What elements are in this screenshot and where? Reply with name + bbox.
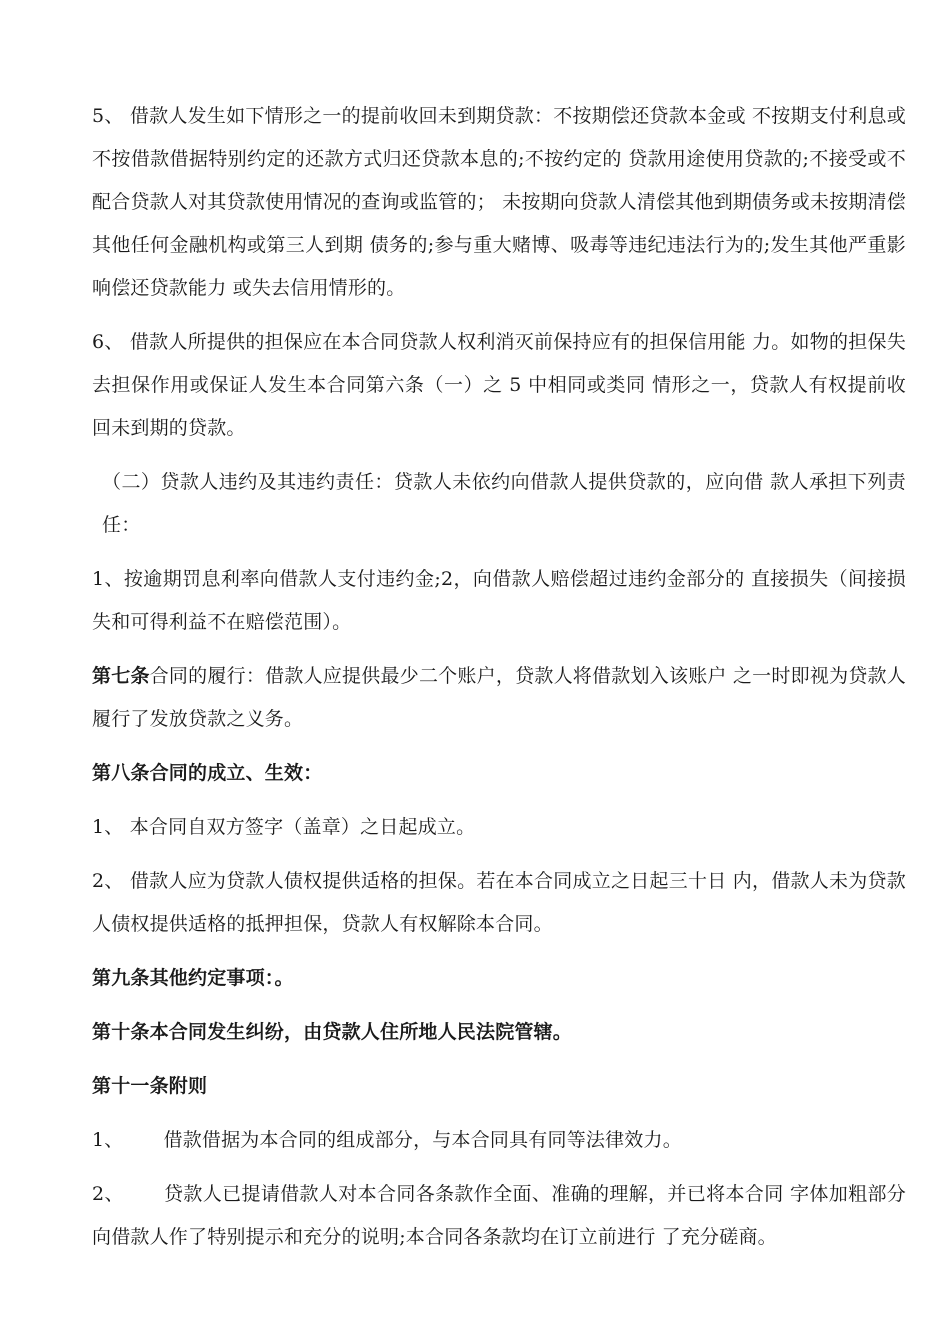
article-11-item-2-number: 2、 xyxy=(92,1183,124,1205)
lender-breach-paragraph: （二）贷款人违约及其违约责任：贷款人未依约向借款人提供贷款的，应向借 款人承担下列责任： xyxy=(102,471,906,536)
clause-6-item-5: 5、 借款人发生如下情形之一的提前收回未到期贷款：不按期偿还贷款本金或 不按期支付利息或不按借款借据特别约定的还款方式归还贷款本息的;不按约定的 贷款用途使用贷款的;不接受或不配合贷款人对其贷款使用情况的查询或监管的； 未按期向贷款人清偿其他到期债务或未按期清偿其他任何金融机构或第三人到期 债务的;参与重大赌博、吸毒等违纪违法行为的;发生其他严重影响偿还贷款能力 或失去信用情形的。 xyxy=(92,105,906,299)
article-10-heading: 第十条本合同发生纠纷，由贷款人住所地人民法院管辖。 xyxy=(92,1021,573,1043)
article-11-item-1 xyxy=(92,1119,906,1162)
lender-penalty-paragraph: 1、按逾期罚息利率向借款人支付违约金;2，向借款人赔偿超过违约金部分的 直接损失（间接损失和可得利益不在赔偿范围）。 xyxy=(92,568,906,633)
article-11-item-1-text: 借款借据为本合同的组成部分，与本合同具有同等法律效力。 xyxy=(163,1129,682,1151)
article-11-item-2-text: 贷款人已提请借款人对本合同各条款作全面、准确的理解，并已将本合同 字体加粗部分向借款人作了特别提示和充分的说明;本合同各条款均在订立前进行 了充分磋商。 xyxy=(92,1183,907,1248)
article-7-heading: 第七条 xyxy=(92,665,150,687)
article-8-heading: 第八条合同的成立、生效： xyxy=(92,762,323,784)
article-11-item-1-number: 1、 xyxy=(92,1129,124,1151)
article-11-item-2 xyxy=(92,1173,906,1259)
article-7-paragraph xyxy=(92,655,906,741)
clause-6-item-6: 6、 借款人所提供的担保应在本合同贷款人权利消灭前保持应有的担保信用能 力。如物的担保失去担保作用或保证人发生本合同第六条（一）之 5 中相同或类同 情形之一，贷款人有权提前收回未到期的贷款。 xyxy=(92,331,906,439)
document-page xyxy=(92,95,906,1270)
article-11-heading: 第十一条附则 xyxy=(92,1075,208,1097)
article-8-item-1: 1、 本合同自双方签字（盖章）之日起成立。 xyxy=(92,816,476,838)
article-7-body: 合同的履行：借款人应提供最少二个账户，贷款人将借款划入该账户 之一时即视为贷款人履行了发放贷款之义务。 xyxy=(92,665,906,730)
article-8-item-2: 2、 借款人应为贷款人债权提供适格的担保。若在本合同成立之日起三十日 内，借款人未为贷款人债权提供适格的抵押担保，贷款人有权解除本合同。 xyxy=(92,870,906,935)
article-9-heading: 第九条其他约定事项：。 xyxy=(92,967,294,989)
